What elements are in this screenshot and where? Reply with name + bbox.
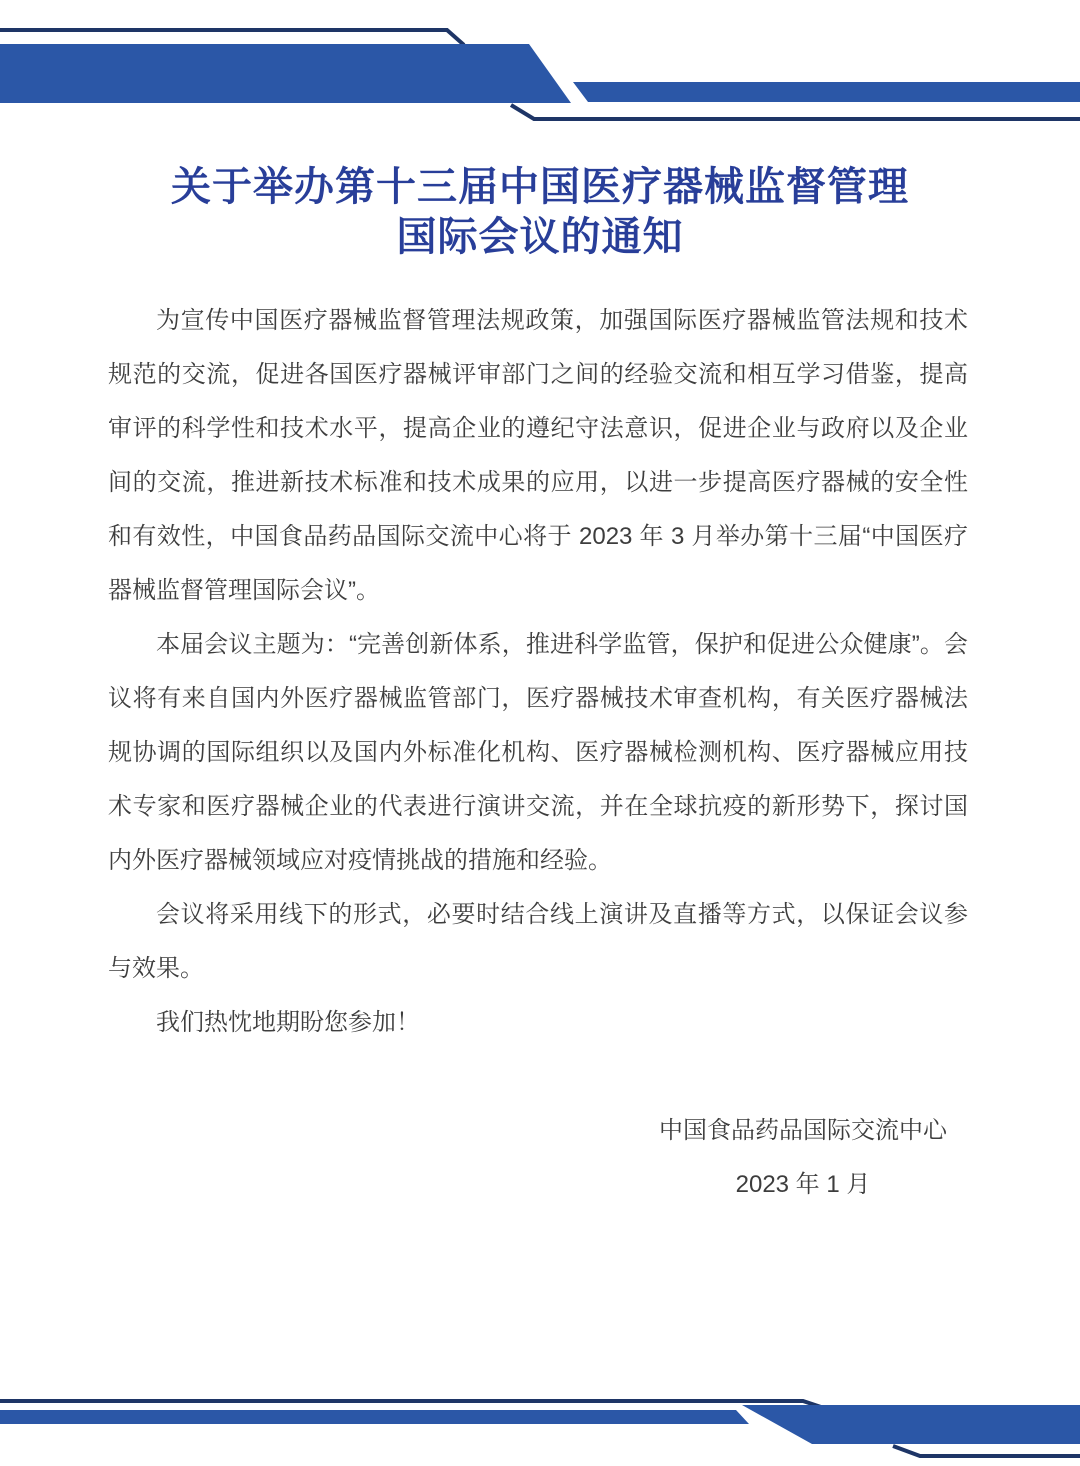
notice-body [108,294,968,1212]
body-paragraph: 为宣传中国医疗器械监督管理法规政策，加强国际医疗器械监管法规和技术规范的交流，促进各国医疗器械评审部门之间的经验交流和相互学习借鉴，提高审评的科学性和技术水平，提高企业的遵纪守法意识，促进企业与政府以及企业间的交流，推进新技术标准和技术成果的应用，以进一步提高医疗器械的安全性和有效性，中国食品药品国际交流中心将于 2023 年 3 月举办第十三届“中国医疗器械监督管理国际会议”。 [108,307,968,604]
bottom-banner-band-right [742,1405,1080,1444]
top-banner-bar-right [573,82,1080,102]
top-banner-outline-lower [511,105,1080,119]
bottom-banner-bar-left [0,1410,749,1424]
bottom-banner-outline-upper [0,1401,827,1409]
body-paragraph: 我们热忱地期盼您参加！ [156,1009,420,1036]
body-paragraph: 会议将采用线下的形式，必要时结合线上演讲及直播等方式，以保证会议参与效果。 [108,901,968,982]
body-paragraph: 本届会议主题为：“完善创新体系，推进科学监管，保护和促进公众健康”。会议将有来自国内外医疗器械监管部门，医疗器械技术审查机构，有关医疗器械法规协调的国际组织以及国内外标准化机构、医疗器械检测机构、医疗器械应用技术专家和医疗器械企业的代表进行演讲交流，并在全球抗疫的新形势下，探讨国内外医疗器械领域应对疫情挑战的措施和经验。 [108,631,968,874]
top-banner-band-left [0,44,571,103]
bottom-decorative-banner [0,1390,1080,1466]
signature-block [638,1104,968,1212]
signature-date: 2023 年 1 月 [735,1171,871,1198]
top-banner-outline-upper [0,30,464,45]
top-decorative-banner [0,0,1080,130]
signature-organization: 中国食品药品国际交流中心 [659,1117,947,1144]
page-title-line2: 国际会议的通知 [396,215,684,259]
bottom-banner-outline-lower [893,1446,1080,1456]
page-title [0,162,1080,262]
page-title-line1: 关于举办第十三届中国医疗器械监督管理 [171,165,909,209]
